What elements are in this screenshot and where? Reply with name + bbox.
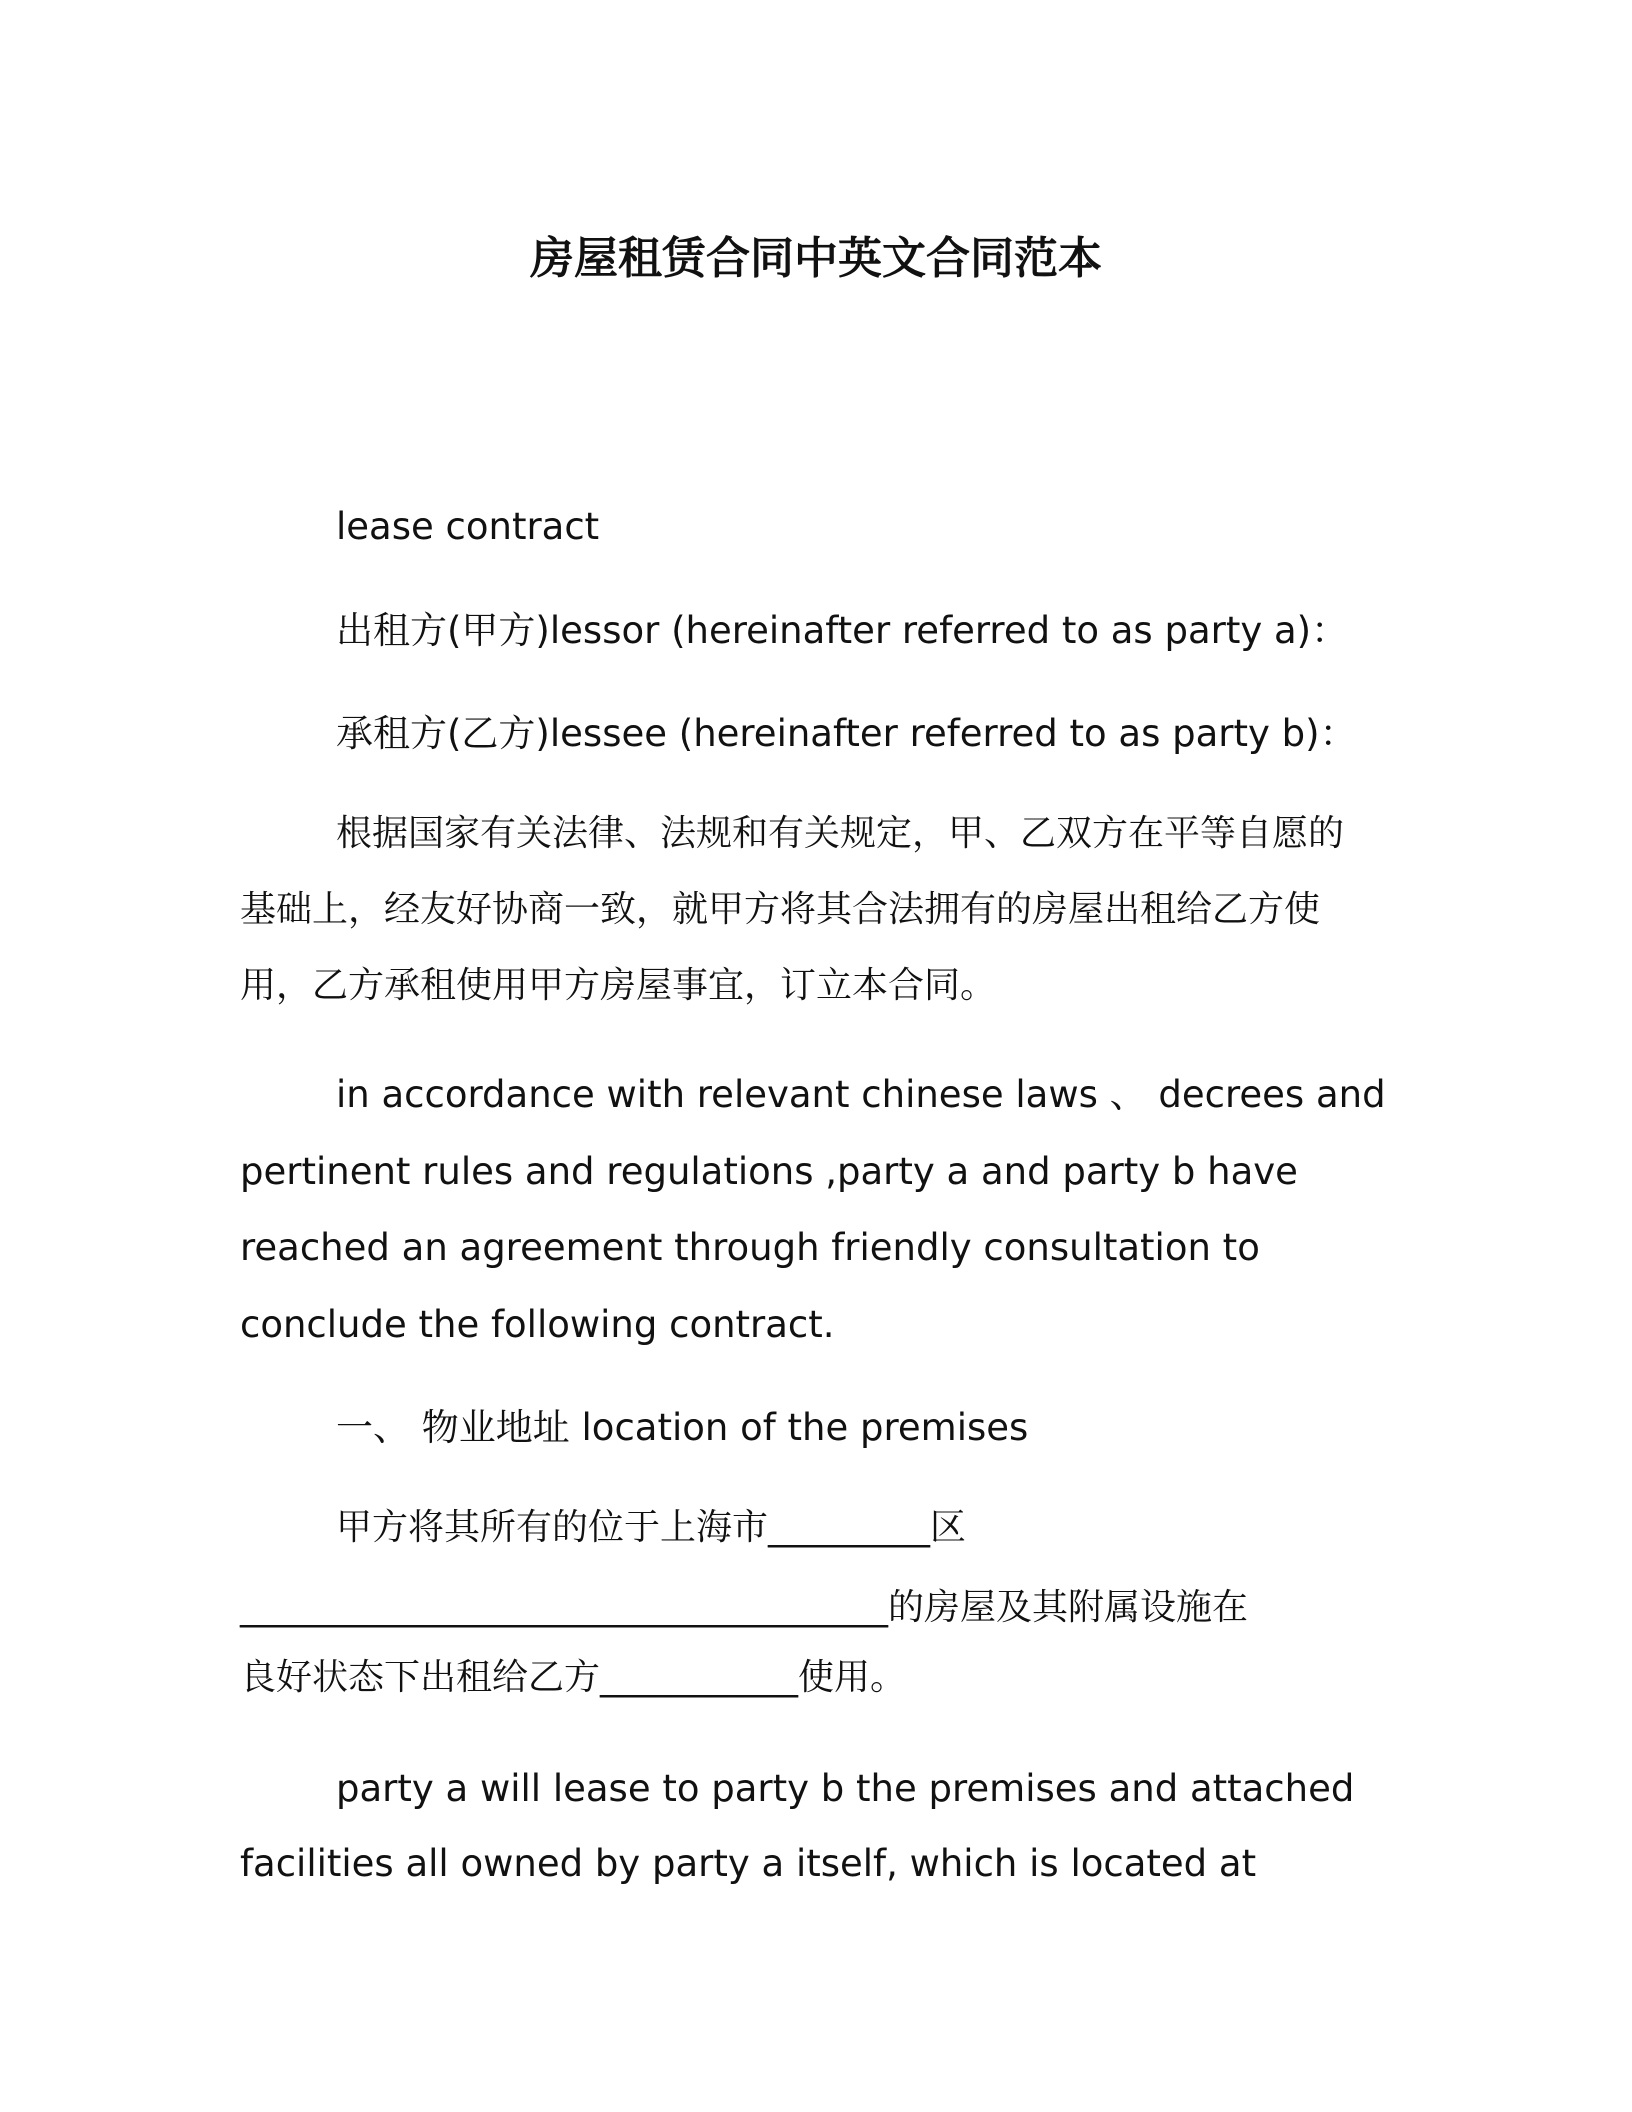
paragraph-line: 用，乙方承租使用甲方房屋事宜，订立本合同。 bbox=[240, 965, 997, 1006]
document-title: 房屋租赁合同中英文合同范本 bbox=[530, 233, 1102, 284]
lessee-line: 承租方(乙方)lessee (hereinafter referred to as party b)： bbox=[336, 712, 1357, 755]
paragraph-line: in accordance with relevant chinese laws 、 decrees and bbox=[336, 1073, 1386, 1116]
paragraph-line: conclude the following contract. bbox=[240, 1303, 835, 1346]
paragraph-line: 根据国家有关法律、法规和有关规定，甲、乙双方在平等自愿的 bbox=[336, 813, 1345, 854]
paragraph-line: 基础上，经友好协商一致，就甲方将其合法拥有的房屋出租给乙方使 bbox=[240, 889, 1321, 930]
paragraph-line: 甲方将其所有的位于上海市_________区 bbox=[336, 1507, 967, 1548]
heading-lease-contract: lease contract bbox=[336, 505, 600, 548]
paragraph-line: reached an agreement through friendly consultation to bbox=[240, 1226, 1260, 1269]
paragraph-line: pertinent rules and regulations ,party a and party b have bbox=[240, 1150, 1298, 1193]
paragraph-line: 良好状态下出租给乙方___________使用。 bbox=[240, 1657, 907, 1698]
paragraph-line: facilities all owned by party a itself, which is located at bbox=[240, 1842, 1257, 1885]
paragraph-line: ____________________________________的房屋及其附属设施在 bbox=[240, 1587, 1249, 1628]
lessor-line: 出租方(甲方)lessor (hereinafter referred to as party a)： bbox=[336, 609, 1349, 652]
paragraph-line: party a will lease to party b the premises and attached bbox=[336, 1767, 1355, 1810]
section-heading-location: 一、 物业地址 location of the premises bbox=[336, 1406, 1029, 1449]
